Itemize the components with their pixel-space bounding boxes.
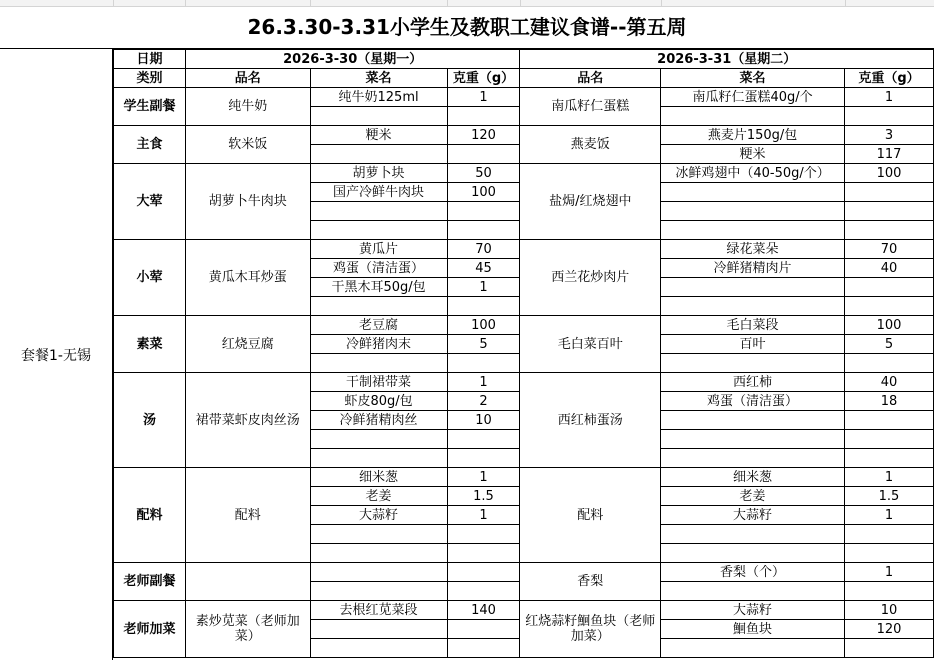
day2-item-cell bbox=[661, 544, 845, 563]
day1-item-cell: 大蒜籽 bbox=[310, 506, 447, 525]
day1-item-cell: 国产冷鲜牛肉块 bbox=[310, 183, 447, 202]
day1-item-cell bbox=[310, 145, 447, 164]
day1-weight-cell bbox=[447, 107, 520, 126]
day2-item-cell: 百叶 bbox=[661, 335, 845, 354]
menu-row bbox=[114, 563, 934, 582]
day1-weight-cell: 1 bbox=[447, 373, 520, 392]
day2-item-cell: 南瓜籽仁蛋糕40g/个 bbox=[661, 88, 845, 107]
day2-item-cell bbox=[661, 525, 845, 544]
day1-weight-cell: 10 bbox=[447, 411, 520, 430]
day2-item-cell bbox=[661, 582, 845, 601]
day1-weight-cell bbox=[447, 221, 520, 240]
day2-item-cell bbox=[661, 278, 845, 297]
category-header: 类别 bbox=[114, 69, 186, 88]
day1-weight-header: 克重（g） bbox=[447, 69, 520, 88]
day1-dish-cell: 素炒苋菜（老师加菜） bbox=[185, 601, 310, 658]
day2-item-cell: 燕麦片150g/包 bbox=[661, 126, 845, 145]
category-cell: 大荤 bbox=[114, 164, 186, 240]
day2-weight-cell: 1 bbox=[845, 468, 934, 487]
menu-row bbox=[114, 240, 934, 259]
day1-weight-cell bbox=[447, 639, 520, 658]
day2-item-cell: 毛白菜段 bbox=[661, 316, 845, 335]
day1-item-cell bbox=[310, 639, 447, 658]
set-label: 套餐1-无锡 bbox=[0, 49, 113, 660]
day2-weight-cell: 18 bbox=[845, 392, 934, 411]
day2-weight-cell bbox=[845, 430, 934, 449]
day1-weight-cell bbox=[447, 430, 520, 449]
day1-item-cell: 虾皮80g/包 bbox=[310, 392, 447, 411]
day2-item-cell: 鸡蛋（清洁蛋） bbox=[661, 392, 845, 411]
category-cell: 老师副餐 bbox=[114, 563, 186, 601]
day2-weight-cell: 100 bbox=[845, 164, 934, 183]
day1-item-cell: 老豆腐 bbox=[310, 316, 447, 335]
day1-weight-cell: 45 bbox=[447, 259, 520, 278]
date-label: 日期 bbox=[114, 50, 186, 69]
day2-weight-cell: 1 bbox=[845, 563, 934, 582]
page-title: 26.3.30-3.31小学生及教职工建议食谱--第五周 bbox=[0, 6, 934, 49]
category-cell: 配料 bbox=[114, 468, 186, 563]
day2-item-cell: 粳米 bbox=[661, 145, 845, 164]
day2-item-cell: 冰鲜鸡翅中（40-50g/个） bbox=[661, 164, 845, 183]
day2-item-cell bbox=[661, 107, 845, 126]
day1-weight-cell bbox=[447, 544, 520, 563]
day2-weight-cell: 10 bbox=[845, 601, 934, 620]
day1-weight-cell bbox=[447, 354, 520, 373]
day1-weight-cell: 100 bbox=[447, 316, 520, 335]
day1-item-cell bbox=[310, 354, 447, 373]
day1-item-cell bbox=[310, 525, 447, 544]
day1-weight-cell: 1.5 bbox=[447, 487, 520, 506]
day1-weight-cell: 5 bbox=[447, 335, 520, 354]
day2-weight-cell: 5 bbox=[845, 335, 934, 354]
menu-row bbox=[114, 468, 934, 487]
day2-weight-cell bbox=[845, 639, 934, 658]
day1-weight-cell bbox=[447, 525, 520, 544]
day1-weight-cell bbox=[447, 582, 520, 601]
day1-weight-cell bbox=[447, 620, 520, 639]
day2-weight-cell bbox=[845, 202, 934, 221]
day1-weight-cell: 70 bbox=[447, 240, 520, 259]
day1-weight-cell: 1 bbox=[447, 468, 520, 487]
day1-weight-cell: 1 bbox=[447, 88, 520, 107]
menu-table bbox=[113, 49, 934, 658]
day1-weight-cell bbox=[447, 449, 520, 468]
day2-weight-header: 克重（g） bbox=[845, 69, 934, 88]
day2-weight-cell bbox=[845, 107, 934, 126]
day1-item-cell: 鸡蛋（清洁蛋） bbox=[310, 259, 447, 278]
day2-item-cell bbox=[661, 430, 845, 449]
day2-date: 2026-3-31（星期二） bbox=[520, 50, 934, 69]
day1-item-cell bbox=[310, 430, 447, 449]
day1-item-cell: 冷鲜猪肉末 bbox=[310, 335, 447, 354]
day1-dish-header: 品名 bbox=[185, 69, 310, 88]
day1-item-header: 菜名 bbox=[310, 69, 447, 88]
day2-dish-cell: 南瓜籽仁蛋糕 bbox=[520, 88, 661, 126]
day2-item-cell: 大蒜籽 bbox=[661, 601, 845, 620]
day2-weight-cell bbox=[845, 411, 934, 430]
day2-dish-cell: 燕麦饭 bbox=[520, 126, 661, 164]
day2-weight-cell: 3 bbox=[845, 126, 934, 145]
day2-weight-cell bbox=[845, 183, 934, 202]
day2-item-cell bbox=[661, 297, 845, 316]
day2-weight-cell bbox=[845, 297, 934, 316]
day2-weight-cell: 40 bbox=[845, 259, 934, 278]
day2-weight-cell bbox=[845, 525, 934, 544]
day2-dish-cell: 盐焗/红烧翅中 bbox=[520, 164, 661, 240]
day2-dish-cell: 西兰花炒肉片 bbox=[520, 240, 661, 316]
day2-item-cell: 绿花菜朵 bbox=[661, 240, 845, 259]
category-cell: 老师加菜 bbox=[114, 601, 186, 658]
day2-item-cell: 香梨（个） bbox=[661, 563, 845, 582]
day2-weight-cell: 40 bbox=[845, 373, 934, 392]
day1-item-cell bbox=[310, 582, 447, 601]
day1-item-cell bbox=[310, 544, 447, 563]
day1-item-cell: 老姜 bbox=[310, 487, 447, 506]
day1-weight-cell: 140 bbox=[447, 601, 520, 620]
day2-weight-cell: 1 bbox=[845, 506, 934, 525]
category-cell: 主食 bbox=[114, 126, 186, 164]
day2-weight-cell: 120 bbox=[845, 620, 934, 639]
day2-item-cell bbox=[661, 449, 845, 468]
day1-item-cell: 冷鲜猪精肉丝 bbox=[310, 411, 447, 430]
day1-item-cell: 纯牛奶125ml bbox=[310, 88, 447, 107]
day1-item-cell: 去根红苋菜段 bbox=[310, 601, 447, 620]
day2-weight-cell bbox=[845, 449, 934, 468]
day1-dish-cell: 裙带菜虾皮肉丝汤 bbox=[185, 373, 310, 468]
day2-item-cell: 大蒜籽 bbox=[661, 506, 845, 525]
day2-item-cell bbox=[661, 221, 845, 240]
day2-item-cell bbox=[661, 202, 845, 221]
category-cell: 学生副餐 bbox=[114, 88, 186, 126]
day2-dish-cell: 毛白菜百叶 bbox=[520, 316, 661, 373]
day1-dish-cell: 配料 bbox=[185, 468, 310, 563]
menu-row bbox=[114, 601, 934, 620]
category-cell: 素菜 bbox=[114, 316, 186, 373]
day1-weight-cell: 1 bbox=[447, 506, 520, 525]
category-cell: 汤 bbox=[114, 373, 186, 468]
day1-dish-cell: 黄瓜木耳炒蛋 bbox=[185, 240, 310, 316]
day2-dish-cell: 西红柿蛋汤 bbox=[520, 373, 661, 468]
day2-weight-cell: 100 bbox=[845, 316, 934, 335]
day1-weight-cell: 2 bbox=[447, 392, 520, 411]
day2-weight-cell: 1 bbox=[845, 88, 934, 107]
day1-weight-cell bbox=[447, 202, 520, 221]
day1-item-cell bbox=[310, 620, 447, 639]
day2-item-cell bbox=[661, 411, 845, 430]
day2-weight-cell: 117 bbox=[845, 145, 934, 164]
day2-weight-cell bbox=[845, 221, 934, 240]
day1-item-cell: 干黑木耳50g/包 bbox=[310, 278, 447, 297]
day2-weight-cell bbox=[845, 278, 934, 297]
day1-date: 2026-3-30（星期一） bbox=[185, 50, 520, 69]
day2-dish-cell: 配料 bbox=[520, 468, 661, 563]
day1-item-cell: 粳米 bbox=[310, 126, 447, 145]
day1-dish-cell: 红烧豆腐 bbox=[185, 316, 310, 373]
day2-weight-cell bbox=[845, 544, 934, 563]
day2-dish-cell: 红烧蒜籽鮰鱼块（老师加菜） bbox=[520, 601, 661, 658]
day1-item-cell bbox=[310, 202, 447, 221]
day1-dish-cell: 纯牛奶 bbox=[185, 88, 310, 126]
day2-weight-cell bbox=[845, 582, 934, 601]
day1-item-cell: 干制裙带菜 bbox=[310, 373, 447, 392]
date-header-row bbox=[114, 50, 934, 69]
day1-item-cell bbox=[310, 107, 447, 126]
day1-weight-cell bbox=[447, 563, 520, 582]
day1-dish-cell bbox=[185, 563, 310, 601]
day1-dish-cell: 软米饭 bbox=[185, 126, 310, 164]
day2-item-cell bbox=[661, 354, 845, 373]
day1-weight-cell: 1 bbox=[447, 278, 520, 297]
day1-item-cell bbox=[310, 563, 447, 582]
day2-weight-cell: 1.5 bbox=[845, 487, 934, 506]
column-header-row bbox=[114, 69, 934, 88]
day1-weight-cell: 50 bbox=[447, 164, 520, 183]
day2-item-cell bbox=[661, 183, 845, 202]
menu-row bbox=[114, 373, 934, 392]
day2-item-cell: 冷鲜猪精肉片 bbox=[661, 259, 845, 278]
day1-item-cell: 细米葱 bbox=[310, 468, 447, 487]
day1-weight-cell: 120 bbox=[447, 126, 520, 145]
category-cell: 小荤 bbox=[114, 240, 186, 316]
day2-item-cell: 西红柿 bbox=[661, 373, 845, 392]
day2-weight-cell: 70 bbox=[845, 240, 934, 259]
day1-item-cell bbox=[310, 449, 447, 468]
day2-item-header: 菜名 bbox=[661, 69, 845, 88]
day2-item-cell: 细米葱 bbox=[661, 468, 845, 487]
day2-dish-header: 品名 bbox=[520, 69, 661, 88]
day2-dish-cell: 香梨 bbox=[520, 563, 661, 601]
day1-item-cell bbox=[310, 297, 447, 316]
day1-weight-cell bbox=[447, 297, 520, 316]
day1-weight-cell bbox=[447, 145, 520, 164]
day2-weight-cell bbox=[845, 354, 934, 373]
day1-dish-cell: 胡萝卜牛肉块 bbox=[185, 164, 310, 240]
day1-item-cell: 胡萝卜块 bbox=[310, 164, 447, 183]
menu-row bbox=[114, 126, 934, 145]
day2-item-cell bbox=[661, 639, 845, 658]
day1-weight-cell: 100 bbox=[447, 183, 520, 202]
day1-item-cell bbox=[310, 221, 447, 240]
menu-row bbox=[114, 88, 934, 107]
menu-row bbox=[114, 316, 934, 335]
menu-row bbox=[114, 164, 934, 183]
day1-item-cell: 黄瓜片 bbox=[310, 240, 447, 259]
day2-item-cell: 老姜 bbox=[661, 487, 845, 506]
day2-item-cell: 鮰鱼块 bbox=[661, 620, 845, 639]
